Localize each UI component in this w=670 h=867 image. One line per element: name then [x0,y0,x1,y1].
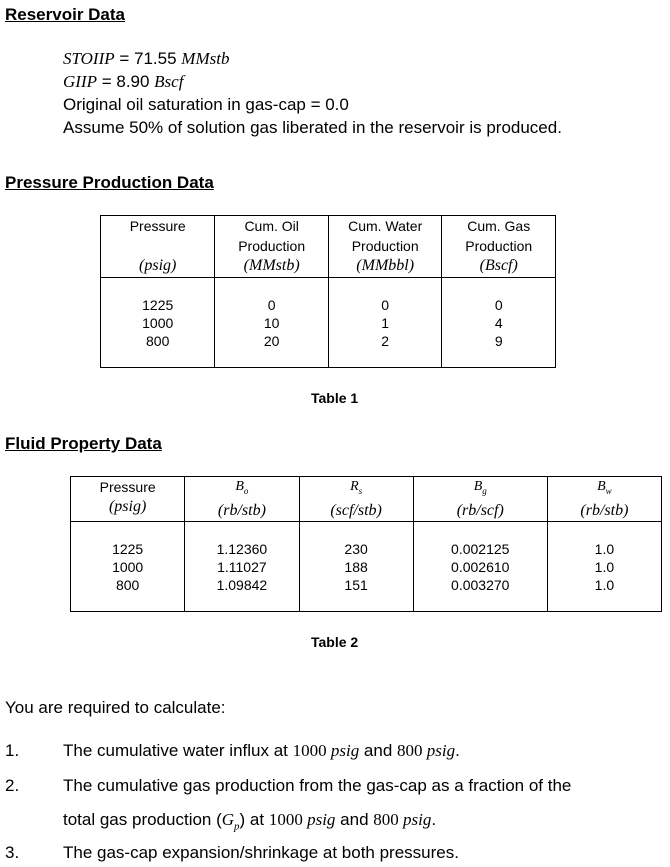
cell-value: 188 [344,558,368,575]
cell-value: 10 [263,315,280,331]
table-2-caption: Table 2 [311,634,359,650]
pressure-unit: psig [326,741,360,760]
pressure-value: 800 [373,810,399,829]
fluid-pressure-values [71,521,185,611]
gp-subscript: p [234,820,240,833]
text-run: total gas production ( [63,810,222,829]
symbol-letter: B [597,479,606,494]
production-header-row [101,216,556,278]
cell-value: 1000 [112,558,144,575]
header-unit: (MMbbl) [356,257,415,274]
giip-value: = 8.90 [96,72,155,91]
pressure-value: 1000 [268,810,303,829]
giip-unit: Bscf [154,72,184,91]
header-symbol [548,477,661,501]
fluid-heading: Fluid Property Data [5,434,162,453]
cell-value: 1225 [112,540,144,557]
production-col-oil [215,216,329,278]
cell-value: 151 [344,576,368,593]
cell-value: 1.0 [594,558,615,575]
cell-value: 0 [494,297,503,313]
table-1-caption: Table 1 [311,390,359,406]
production-heading: Pressure Production Data [5,173,214,192]
header-label: Production [465,238,533,254]
header-symbol [185,477,298,501]
header-label [101,236,214,256]
cell-value: 0.002610 [451,558,510,575]
fluid-col-bo [185,477,299,522]
symbol-subscript: g [482,485,487,496]
fluid-values-row [71,521,662,611]
header-symbol [414,477,547,501]
question-2-number: 2. [5,776,20,795]
giip-line [63,72,183,92]
cell-value: 800 [146,333,170,349]
production-water-values [328,278,442,368]
header-label: Cum. Gas [467,218,531,234]
header-label: Production [351,238,419,254]
stoiip-value: = 71.55 [114,49,182,68]
symbol-letter: B [473,479,483,494]
fluid-bw-values [547,521,661,611]
symbol-letter: R [350,479,359,494]
text-run: ) at [239,810,269,829]
production-col-gas [442,216,556,278]
symbol-subscript: s [358,485,363,496]
cell-value: 1.0 [594,540,615,557]
cell-value: 800 [115,576,140,593]
symbol-letter: B [235,479,244,494]
cell-value: 20 [263,333,280,349]
header-label: Pressure [129,218,186,234]
fluid-col-bw [547,477,661,522]
header-unit: (psig) [139,257,177,274]
pressure-unit: psig [302,810,336,829]
question-3-number: 3. [5,843,20,862]
symbol-subscript: w [605,485,612,496]
production-col-pressure [101,216,215,278]
header-unit: (scf/stb) [330,501,382,519]
reservoir-heading: Reservoir Data [5,5,126,24]
cell-value: 0 [267,297,276,313]
header-symbol [300,477,413,501]
cell-value: 1225 [142,297,174,313]
question-1-number: 1. [5,741,20,760]
text-run: and [335,810,374,829]
production-values-row [101,278,556,368]
pressure-unit: psig [422,741,456,760]
cell-value: 0.002125 [451,540,510,557]
text-run: . [431,810,437,829]
fluid-bg-values [413,521,547,611]
cell-value: 1000 [142,315,174,331]
header-unit: (Bscf) [479,257,518,274]
header-unit: (rb/stb) [217,501,266,519]
cell-value: 1.09842 [216,576,268,593]
header-label: Cum. Water [348,218,423,234]
solution-gas-line: Assume 50% of solution gas liberated in the reservoir is produced. [63,118,562,137]
production-col-water [328,216,442,278]
cell-value: 0.003270 [451,576,510,593]
header-label: Pressure [99,479,156,495]
cell-value: 4 [494,315,503,331]
giip-label: GIIP [63,72,97,91]
text-run: and [359,741,398,760]
stoiip-label: STOIIP [63,49,115,68]
questions-intro: You are required to calculate: [5,698,226,717]
production-pressure-values [101,278,215,368]
cell-value: 1 [381,315,390,331]
question-2-line-2 [63,810,436,832]
fluid-table [70,476,662,612]
cell-value: 1.12360 [216,540,268,557]
header-unit: (psig) [108,498,147,515]
header-label: Cum. Oil [244,218,299,234]
oil-saturation-line: Original oil saturation in gas-cap = 0.0 [63,95,349,114]
header-unit: (rb/stb) [580,501,629,519]
stoiip-unit: MMstb [181,49,230,68]
production-gas-values [442,278,556,368]
cell-value: 2 [381,333,390,349]
cell-value: 1.11027 [217,558,267,575]
cell-value: 230 [344,540,368,557]
gp-symbol: G [221,810,235,829]
pressure-value: 800 [397,741,423,760]
cell-value: 1.0 [594,576,615,593]
cell-value: 9 [494,333,503,349]
fluid-rs-values [299,521,413,611]
header-unit: (rb/scf) [456,501,504,519]
pressure-unit: psig [398,810,432,829]
symbol-subscript: o [243,485,249,496]
fluid-col-pressure [71,477,185,522]
question-3-text: The gas-cap expansion/shrinkage at both pressures. [63,843,459,862]
header-label: Production [238,238,306,254]
fluid-header-row [71,477,662,522]
production-oil-values [215,278,329,368]
cell-value: 0 [381,297,390,313]
stoiip-line [63,49,229,69]
fluid-col-rs [299,477,413,522]
fluid-col-bg [413,477,547,522]
production-table [100,215,556,368]
header-unit: (MMstb) [243,257,300,274]
question-2-line-1: The cumulative gas production from the gas-cap as a fraction of the [63,776,572,795]
pressure-value: 1000 [292,741,327,760]
fluid-bo-values [185,521,299,611]
text-run: The cumulative water influx at [63,741,293,760]
question-1-text [63,741,460,761]
text-run: . [455,741,460,760]
